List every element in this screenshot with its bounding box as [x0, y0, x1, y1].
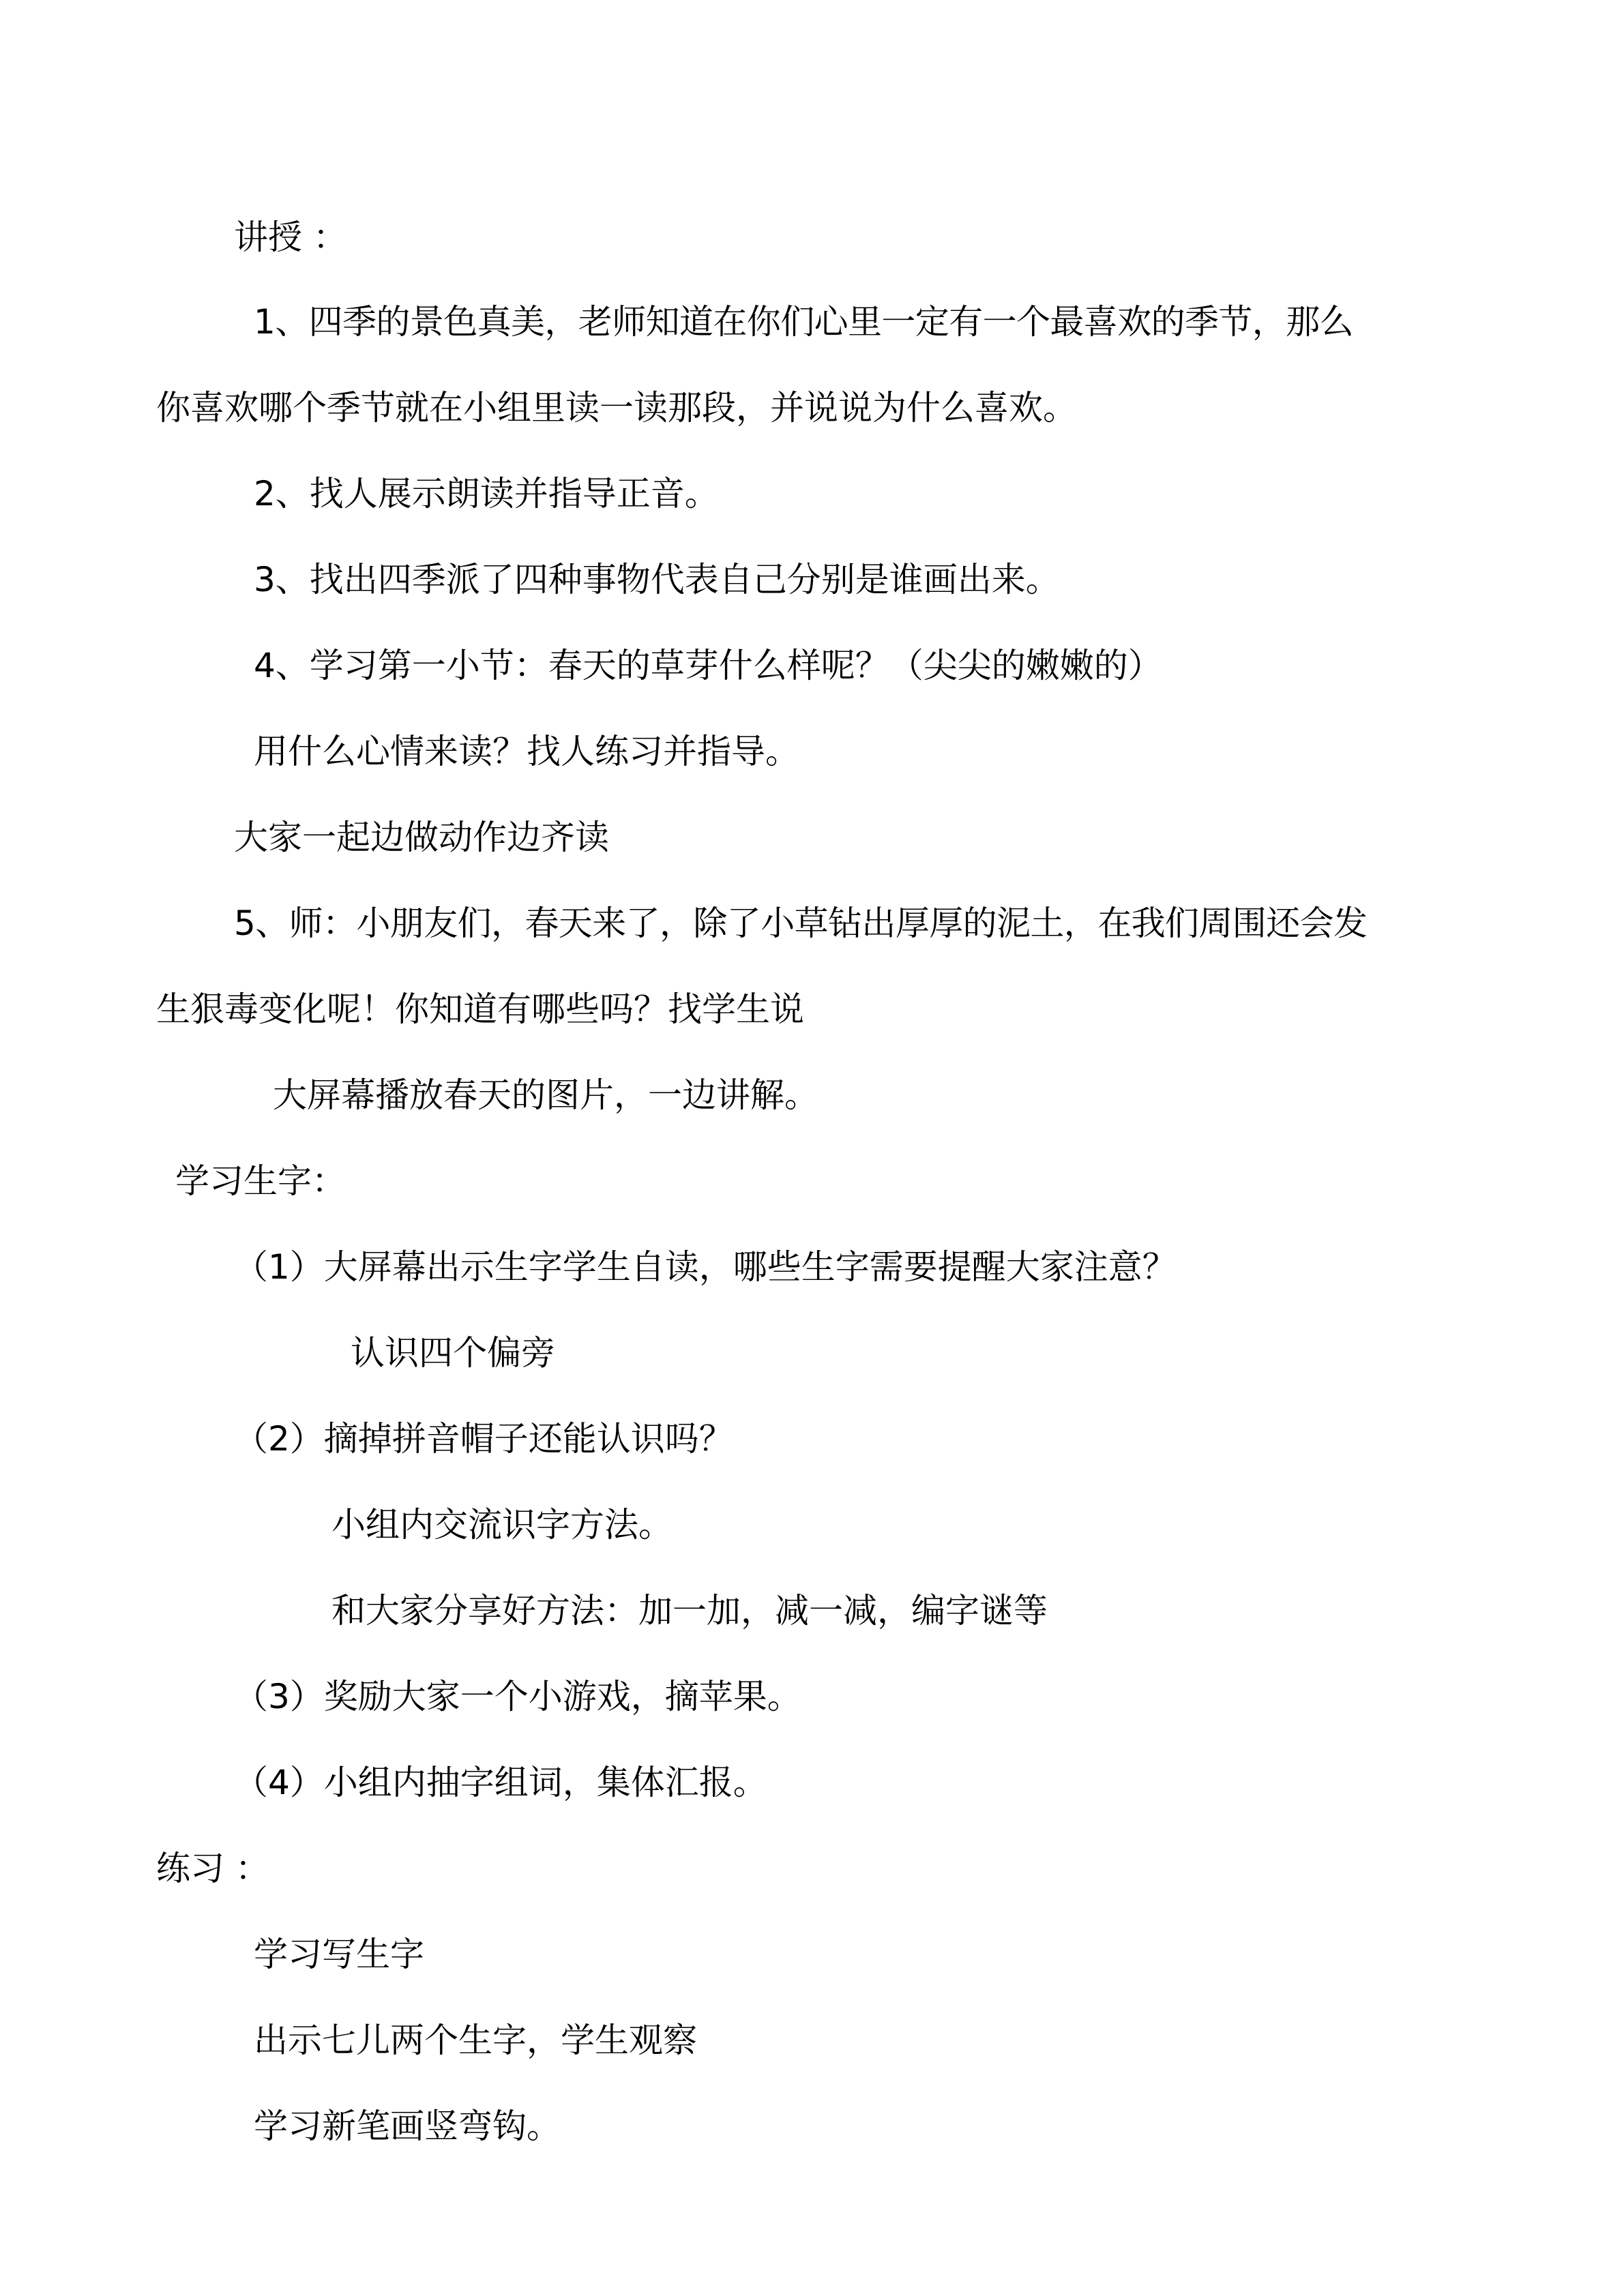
paragraph-line: 大家一起边做动作边齐读 — [234, 818, 609, 857]
paragraph-line: 用什么心情来读？找人练习并指导。 — [254, 732, 799, 771]
section-heading-characters: 学习生字： — [175, 1161, 346, 1201]
paragraph-line: 你喜欢哪个季节就在小组里读一读那段，并说说为什么喜欢。 — [156, 388, 1077, 428]
paragraph-line: 学习写生字 — [254, 1935, 424, 1974]
paragraph-line: 5、师：小朋友们，春天来了，除了小草钻出厚厚的泥土，在我们周围还会发 — [234, 904, 1368, 943]
paragraph-line: 小组内交流识字方法。 — [331, 1505, 673, 1545]
section-heading-lecture: 讲授 ： — [234, 218, 347, 257]
paragraph-line: 和大家分享好方法：加一加，减一减，编字谜等 — [331, 1591, 1048, 1630]
section-heading-practice: 练习 ： — [156, 1849, 269, 1888]
paragraph-line: （1）大屏幕出示生字学生自读，哪些生字需要提醒大家注意？ — [234, 1247, 1177, 1287]
paragraph-line: （3）奖励大家一个小游戏，摘苹果。 — [234, 1677, 801, 1716]
paragraph-line: 4、学习第一小节：春天的草芽什么样呢？（尖尖的嫩嫩的） — [254, 646, 1162, 685]
paragraph-line: 学习新笔画竖弯钩。 — [254, 2106, 561, 2146]
paragraph-line: 生狠毒变化呢！你知道有哪些吗？找学生说 — [156, 989, 804, 1029]
paragraph-line: 出示七儿两个生字，学生观察 — [254, 2021, 697, 2060]
paragraph-line: 2、找人展示朗读并指导正音。 — [254, 474, 719, 513]
paragraph-line: 大屏幕播放春天的图片，一边讲解。 — [273, 1075, 818, 1115]
paragraph-line: （2）摘掉拼音帽子还能认识吗？ — [234, 1419, 733, 1459]
paragraph-line: 3、找出四季派了四种事物代表自己分别是谁画出来。 — [254, 560, 1060, 599]
paragraph-line: 1、四季的景色真美，老师知道在你们心里一定有一个最喜欢的季节，那么 — [254, 302, 1354, 342]
paragraph-line: 认识四个偏旁 — [351, 1333, 555, 1373]
paragraph-line: （4）小组内抽字组词，集体汇报。 — [234, 1763, 767, 1802]
